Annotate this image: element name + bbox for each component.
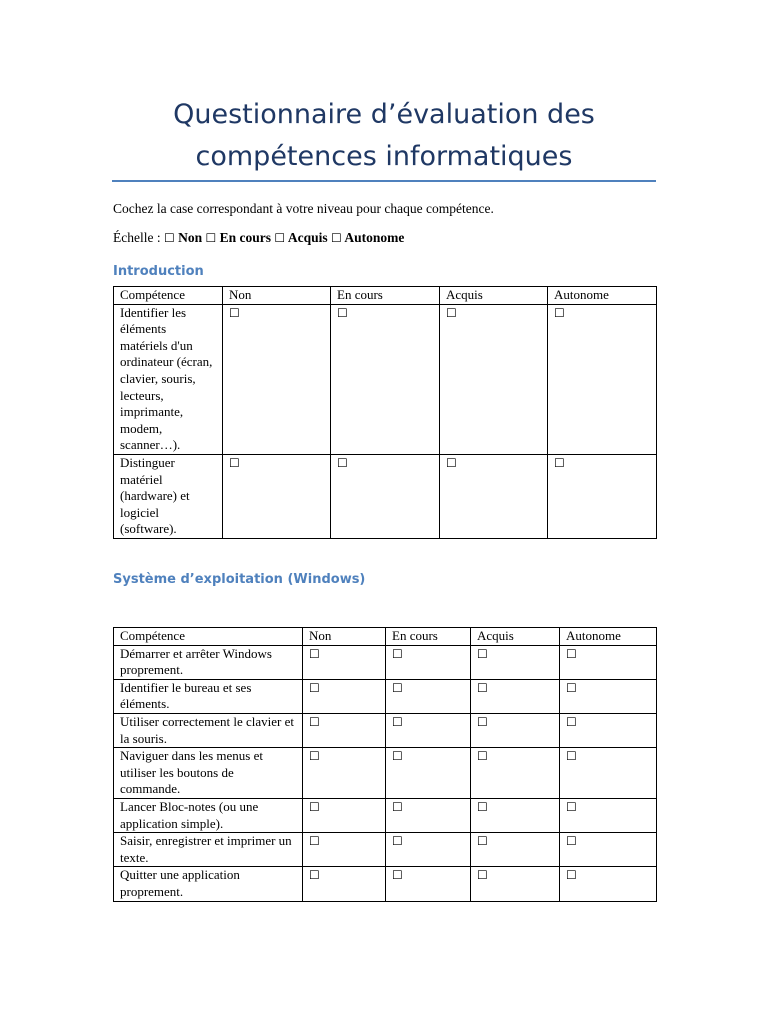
competence-table-windows	[113, 627, 657, 902]
checkbox-cell-autonome[interactable]	[548, 304, 657, 454]
checkbox-icon[interactable]: ☐	[477, 749, 488, 764]
checkbox-icon[interactable]: ☐	[229, 455, 240, 470]
checkbox-cell-non[interactable]	[303, 798, 386, 832]
checkbox-icon[interactable]: ☐	[309, 799, 320, 814]
checkbox-icon[interactable]: ☐	[392, 749, 403, 764]
title-underline	[112, 180, 656, 182]
checkbox-cell-autonome[interactable]	[560, 748, 657, 799]
column-header: Compétence	[114, 287, 223, 305]
checkbox-icon[interactable]: ☐	[554, 455, 565, 470]
column-header: Compétence	[114, 628, 303, 646]
competence-cell: Utiliser correctement le clavier et la souris.	[114, 713, 303, 747]
table-row	[114, 833, 657, 867]
competence-cell: Naviguer dans les menus et utiliser les boutons de commande.	[114, 748, 303, 799]
column-header: Non	[223, 287, 331, 305]
checkbox-cell-non[interactable]	[223, 454, 331, 538]
competence-cell: Identifier le bureau et ses éléments.	[114, 679, 303, 713]
page-title	[112, 94, 656, 178]
checkbox-cell-non[interactable]	[303, 867, 386, 901]
scale-legend	[113, 230, 404, 246]
checkbox-cell-acquis[interactable]	[440, 454, 548, 538]
title-line-1: Questionnaire d’évaluation des	[173, 99, 595, 130]
checkbox-icon[interactable]: ☐	[566, 799, 577, 814]
table-row	[114, 304, 657, 454]
checkbox-icon[interactable]: ☐	[392, 680, 403, 695]
table-header-row	[114, 628, 657, 646]
checkbox-icon[interactable]: ☐	[309, 868, 320, 883]
checkbox-icon[interactable]: ☐	[337, 455, 348, 470]
checkbox-cell-non[interactable]	[223, 304, 331, 454]
table-row	[114, 748, 657, 799]
checkbox-icon[interactable]: ☐	[392, 834, 403, 849]
checkbox-icon[interactable]: ☐	[554, 305, 565, 320]
scale-option: Non	[178, 230, 203, 245]
checkbox-icon[interactable]: ☐	[309, 646, 320, 661]
table-row	[114, 679, 657, 713]
checkbox-cell-acquis[interactable]	[440, 304, 548, 454]
table-row	[114, 713, 657, 747]
checkbox-icon[interactable]: ☐	[477, 834, 488, 849]
checkbox-cell-acquis[interactable]	[471, 645, 560, 679]
checkbox-cell-non[interactable]	[303, 679, 386, 713]
scale-option: En cours	[219, 230, 272, 245]
checkbox-icon: ☐	[163, 231, 175, 245]
checkbox-icon[interactable]: ☐	[309, 680, 320, 695]
checkbox-cell-autonome[interactable]	[560, 798, 657, 832]
column-header: Acquis	[471, 628, 560, 646]
scale-option: Autonome	[344, 230, 405, 245]
checkbox-icon[interactable]: ☐	[566, 680, 577, 695]
competence-cell: Identifier les éléments matériels d'un ordinateur (écran, clavier, souris, lecteurs, imprimante, modem, scanner…).	[114, 304, 223, 454]
checkbox-icon: ☐	[274, 231, 286, 245]
checkbox-cell-acquis[interactable]	[471, 798, 560, 832]
checkbox-icon: ☐	[205, 231, 217, 245]
table-row	[114, 645, 657, 679]
competence-table-introduction	[113, 286, 657, 539]
checkbox-icon[interactable]: ☐	[566, 834, 577, 849]
checkbox-icon[interactable]: ☐	[566, 749, 577, 764]
title-line-2: compétences informatiques	[195, 141, 573, 172]
table-header-row	[114, 287, 657, 305]
checkbox-cell-acquis[interactable]	[471, 833, 560, 867]
checkbox-cell-en-cours[interactable]	[331, 304, 440, 454]
section-heading-introduction: Introduction	[113, 264, 204, 279]
checkbox-cell-en-cours[interactable]	[386, 798, 471, 832]
table-row	[114, 798, 657, 832]
checkbox-icon[interactable]: ☐	[309, 749, 320, 764]
checkbox-icon[interactable]: ☐	[477, 799, 488, 814]
competence-cell: Distinguer matériel (hardware) et logiciel (software).	[114, 454, 223, 538]
table-row	[114, 867, 657, 901]
checkbox-icon[interactable]: ☐	[337, 305, 348, 320]
checkbox-icon[interactable]: ☐	[446, 305, 457, 320]
scale-option: Acquis	[287, 230, 328, 245]
column-header: Non	[303, 628, 386, 646]
checkbox-cell-non[interactable]	[303, 713, 386, 747]
checkbox-icon[interactable]: ☐	[566, 714, 577, 729]
checkbox-icon[interactable]: ☐	[392, 646, 403, 661]
checkbox-icon[interactable]: ☐	[477, 714, 488, 729]
checkbox-icon[interactable]: ☐	[566, 868, 577, 883]
section-heading-windows: Système d’exploitation (Windows)	[113, 572, 366, 587]
checkbox-cell-en-cours[interactable]	[386, 645, 471, 679]
column-header: Acquis	[440, 287, 548, 305]
competence-cell: Démarrer et arrêter Windows proprement.	[114, 645, 303, 679]
checkbox-cell-autonome[interactable]	[560, 833, 657, 867]
column-header: En cours	[386, 628, 471, 646]
checkbox-icon[interactable]: ☐	[477, 680, 488, 695]
checkbox-cell-en-cours[interactable]	[331, 454, 440, 538]
checkbox-cell-autonome[interactable]	[560, 645, 657, 679]
checkbox-cell-acquis[interactable]	[471, 713, 560, 747]
checkbox-cell-non[interactable]	[303, 833, 386, 867]
checkbox-cell-non[interactable]	[303, 645, 386, 679]
checkbox-cell-non[interactable]	[303, 748, 386, 799]
competence-cell: Quitter une application proprement.	[114, 867, 303, 901]
checkbox-icon[interactable]: ☐	[477, 868, 488, 883]
checkbox-cell-en-cours[interactable]	[386, 867, 471, 901]
checkbox-cell-autonome[interactable]	[560, 679, 657, 713]
column-header: Autonome	[560, 628, 657, 646]
checkbox-icon[interactable]: ☐	[392, 714, 403, 729]
checkbox-icon: ☐	[330, 231, 342, 245]
checkbox-cell-autonome[interactable]	[560, 867, 657, 901]
checkbox-icon[interactable]: ☐	[309, 714, 320, 729]
checkbox-icon[interactable]: ☐	[477, 646, 488, 661]
scale-label: Échelle :	[113, 230, 164, 245]
checkbox-cell-en-cours[interactable]	[386, 713, 471, 747]
checkbox-icon[interactable]: ☐	[392, 799, 403, 814]
table-row	[114, 454, 657, 538]
competence-cell: Saisir, enregistrer et imprimer un texte.	[114, 833, 303, 867]
checkbox-cell-en-cours[interactable]	[386, 833, 471, 867]
checkbox-cell-autonome[interactable]	[560, 713, 657, 747]
checkbox-icon[interactable]: ☐	[446, 455, 457, 470]
checkbox-cell-acquis[interactable]	[471, 679, 560, 713]
instructions-text: Cochez la case correspondant à votre niveau pour chaque compétence.	[113, 201, 494, 216]
checkbox-icon[interactable]: ☐	[229, 305, 240, 320]
checkbox-cell-acquis[interactable]	[471, 867, 560, 901]
checkbox-icon[interactable]: ☐	[566, 646, 577, 661]
column-header: Autonome	[548, 287, 657, 305]
competence-cell: Lancer Bloc-notes (ou une application simple).	[114, 798, 303, 832]
checkbox-cell-acquis[interactable]	[471, 748, 560, 799]
checkbox-cell-autonome[interactable]	[548, 454, 657, 538]
checkbox-cell-en-cours[interactable]	[386, 679, 471, 713]
column-header: En cours	[331, 287, 440, 305]
checkbox-cell-en-cours[interactable]	[386, 748, 471, 799]
checkbox-icon[interactable]: ☐	[309, 834, 320, 849]
checkbox-icon[interactable]: ☐	[392, 868, 403, 883]
